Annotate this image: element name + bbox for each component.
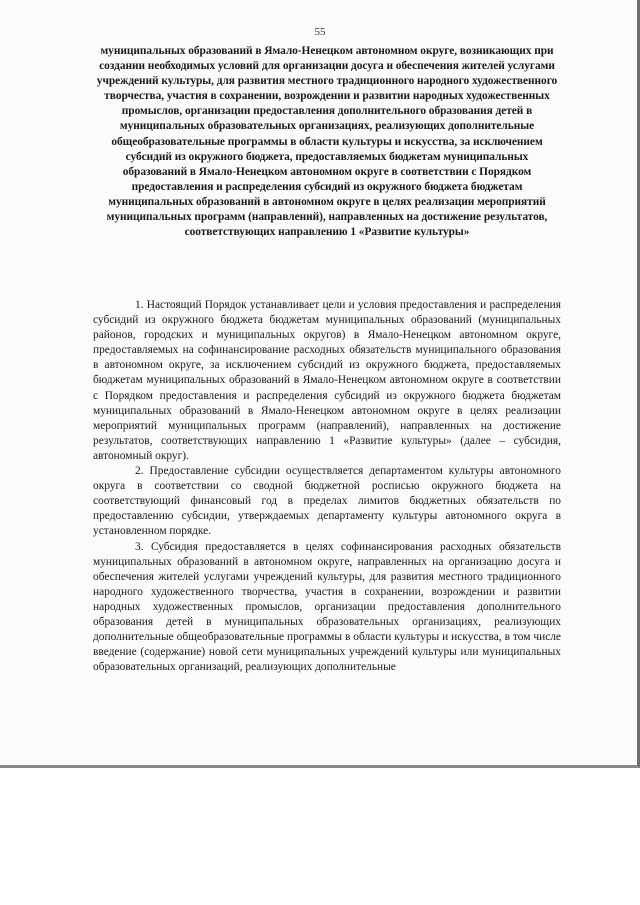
paragraph-2: 2. Предоставление субсидии осуществляется департаментом культуры автономного округа в соответствии со сводной бюджетной росписью окружного бюджета на соответствующий финансовый год в пределах лимитов бюджетных обязательств по предоставлению субсидии, утверждаемых департаменту культуры автономного округа в установленном порядке.: [93, 465, 561, 538]
blank-margin: [0, 771, 640, 905]
document-heading: муниципальных образований в Ямало-Ненецком автономном округе, возникающих при создании необходимых условий для организации досуга и обеспечения жителей услугами учреждений культуры, для развития местного традиционного народного художественного творчества, участия в сохранении, возрождении и развитии народных художественных промыслов, организации предоставления дополнительного образования детей в муниципальных образовательных организациях, реализующих дополнительные общеобразовательные программы в области культуры и искусства, за исключением субсидий из окружного бюджета, предоставляемых бюджетам муниципальных образований в Ямало-Ненецком автономном округе в соответствии с Порядком предоставления и распределения субсидий из окружного бюджета бюджетам муниципальных образований в автономном округе в целях реализации мероприятий муниципальных программ (направлений), направленных на достижение результатов, соответствующих направлению 1 «Развитие культуры»: [96, 45, 558, 239]
paragraph-3: 3. Субсидия предоставляется в целях софинансирования расходных обязательств муниципальных образований в автономном округе, направленных на организацию досуга и обеспечения жителей услугами учреждений культуры, для развития местного традиционного народного художественного творчества, участия в сохранении, возрождении и развитии народных художественных промыслов, организации предоставления дополнительного образования детей в муниципальных образовательных организациях, реализующих дополнительные общеобразовательные программы в области культуры и искусства, в том числе введение (содержание) новой сети муниципальных учреждений культуры или муниципальных образовательных организаций, реализующих дополнительные: [93, 540, 561, 674]
document-body: [93, 298, 561, 675]
paragraph-1: 1. Настоящий Порядок устанавливает цели и условия предоставления и распределения субсидий из окружного бюджета бюджетам муниципальных образований (муниципальных районов, городских и муниципальных округов) в Ямало-Ненецком автономном округе, предоставляемых на софинансирование расходных обязательств муниципального образования в автономном округе, за исключением субсидий из окружного бюджета, предоставляемых бюджетам муниципальных образований в Ямало-Ненецком автономном округе в соответствии с Порядком предоставления и распределения субсидий из окружного бюджета бюджетам муниципальных образований в Ямало-Ненецком автономном округе в целях реализации мероприятий муниципальных программ (направлений), направленных на достижение результатов, соответствующих направлению 1 «Развитие культуры» (далее – субсидия, автономный округ).: [93, 299, 561, 462]
page-number: 55: [314, 26, 326, 38]
